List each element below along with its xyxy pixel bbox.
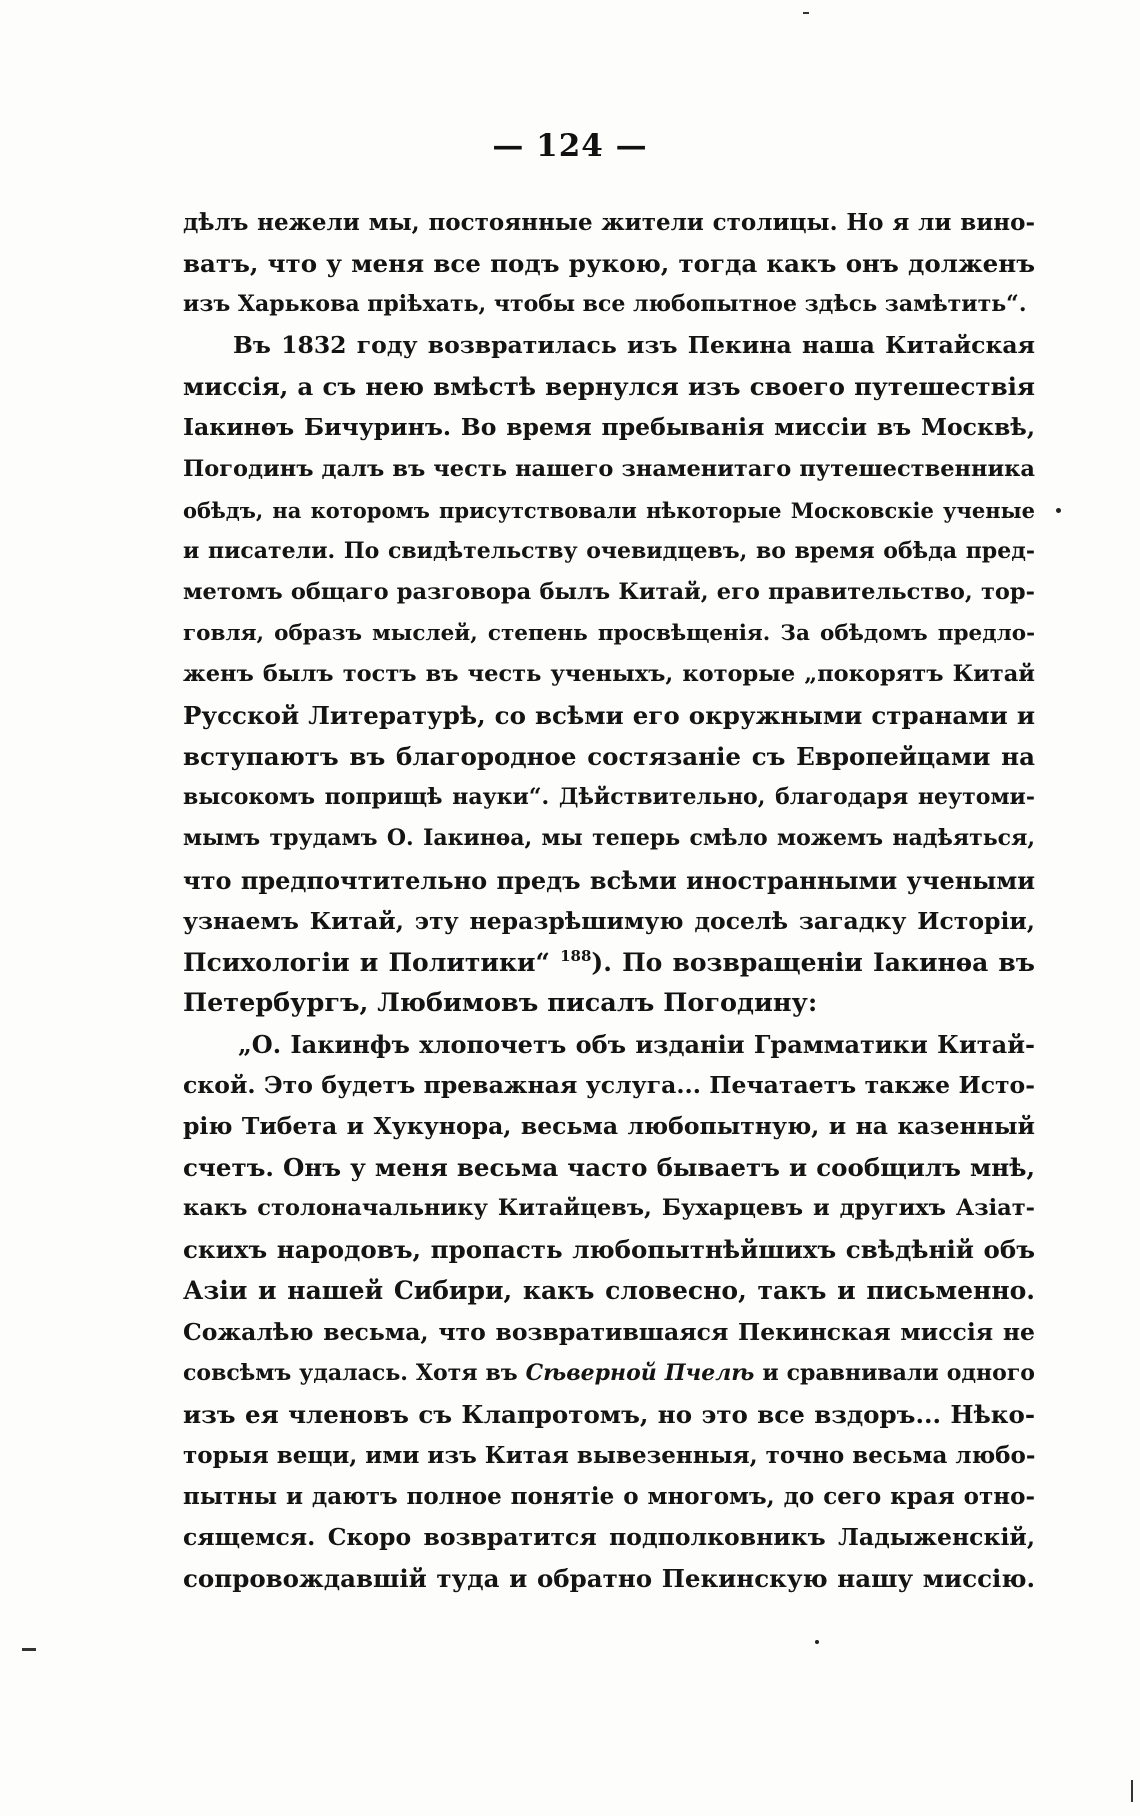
text-line: миссія, а съ нею вмѣстѣ вернулся изъ своего путешествія xyxy=(183,372,1035,402)
text-line: ватъ, что у меня все подъ рукою, тогда какъ онъ долженъ xyxy=(183,249,1035,279)
text-line: Въ 1832 году возвратилась изъ Пекина наша Китайская xyxy=(233,331,1035,360)
text-line: ской. Это будетъ преважная услуга... Печатаетъ также Исто- xyxy=(183,1070,1035,1099)
text-line: что предпочтительно предъ всѣми иностранными учеными xyxy=(183,865,1035,895)
text-line: женъ былъ тостъ въ честь ученыхъ, которые „покорятъ Китай xyxy=(183,661,1035,688)
text-line: какъ столоначальнику Китайцевъ, Бухарцевъ и другихъ Азіат- xyxy=(183,1195,1035,1222)
text-line: счетъ. Онъ у меня весьма часто бываетъ и сообщилъ мнѣ, xyxy=(183,1153,1035,1183)
text-line-with-footnote xyxy=(183,942,1035,983)
newspaper-title: Сѣверной Пчелѣ xyxy=(525,1359,755,1386)
scan-edge-mark xyxy=(803,12,809,14)
text-line: Русской Литературѣ, со всѣми его окружными странами и xyxy=(183,701,1035,731)
text-line: Петербургъ, Любимовъ писалъ Погодину: xyxy=(183,987,818,1018)
scan-speck xyxy=(1056,508,1061,513)
text-line: высокомъ поприщѣ науки“. Дѣйствительно, благодаря неутоми- xyxy=(183,784,1035,811)
text-line: изъ ея членовъ съ Клапротомъ, но это все вздоръ... Нѣко- xyxy=(183,1399,1035,1429)
text-line: пытны и даютъ полное понятіе о многомъ, до сего края отно- xyxy=(183,1482,1035,1510)
scan-edge-mark xyxy=(22,1648,36,1651)
body-text xyxy=(183,202,1035,1599)
text-line: метомъ общаго разговора былъ Китай, его правительство, тор- xyxy=(183,578,1035,605)
text-fragment: совсѣмъ удалась. Хотя въ xyxy=(183,1359,526,1386)
text-line: Сожалѣю весьма, что возвратившаяся Пекинская миссія не xyxy=(183,1317,1035,1346)
text-line: сопровождавшій туда и обратно Пекинскую нашу миссію. xyxy=(183,1564,1035,1594)
text-fragment: Психологіи и Политики“ xyxy=(183,947,550,977)
page-number: — 124 — xyxy=(492,128,648,164)
text-line: изъ Харькова пріѣхать, чтобы все любопытное здѣсь замѣтить“. xyxy=(183,291,1027,318)
text-line: „О. Іакинфъ хлопочетъ объ изданіи Грамматики Китай- xyxy=(238,1029,1035,1059)
text-line: обѣдъ, на которомъ присутствовали нѣкоторые Московскіе ученые xyxy=(183,497,1035,523)
text-line: сящемся. Скоро возвратится подполковникъ Ладыженскій, xyxy=(183,1523,1035,1551)
text-line: Іакинѳъ Бичуринъ. Во время пребыванія миссіи въ Москвѣ, xyxy=(183,413,1035,442)
text-line: говля, образъ мыслей, степень просвѣщенія. За обѣдомъ предло- xyxy=(183,620,1035,646)
text-line: дѣлъ нежели мы, постоянные жители столицы. Но я ли вино- xyxy=(183,209,1035,236)
text-line: Азіи и нашей Сибири, какъ словесно, такъ и письменно. xyxy=(183,1276,1035,1306)
text-line: торыя вещи, ими изъ Китая вывезенныя, точно весьма любо- xyxy=(183,1441,1036,1469)
scan-speck xyxy=(815,1640,819,1644)
scan-edge-mark xyxy=(1131,1780,1133,1802)
text-line: узнаемъ Китай, эту неразрѣшимую доселѣ загадку Исторіи, xyxy=(183,906,1035,935)
text-fragment: и сравнивали одного xyxy=(754,1359,1035,1386)
text-line: Погодинъ далъ въ честь нашего знаменитаго путешественника xyxy=(183,455,1035,482)
footnote-reference: 188 xyxy=(560,946,592,965)
text-line: вступаютъ въ благородное состязаніе съ Европейцами на xyxy=(183,742,1035,772)
text-line: рію Тибета и Хукунора, весьма любопытную, и на казенный xyxy=(183,1112,1035,1141)
text-line-with-title xyxy=(183,1353,1035,1394)
text-line: и писатели. По свидѣтельству очевидцевъ, во время обѣда пред- xyxy=(183,537,1035,564)
text-line: мымъ трудамъ О. Іакинѳа, мы теперь смѣло можемъ надѣяться, xyxy=(183,825,1035,852)
text-fragment: ). По возвращеніи Іакинѳа въ xyxy=(591,947,1035,977)
text-line: скихъ народовъ, пропасть любопытнѣйшихъ свѣдѣній объ xyxy=(183,1235,1035,1265)
